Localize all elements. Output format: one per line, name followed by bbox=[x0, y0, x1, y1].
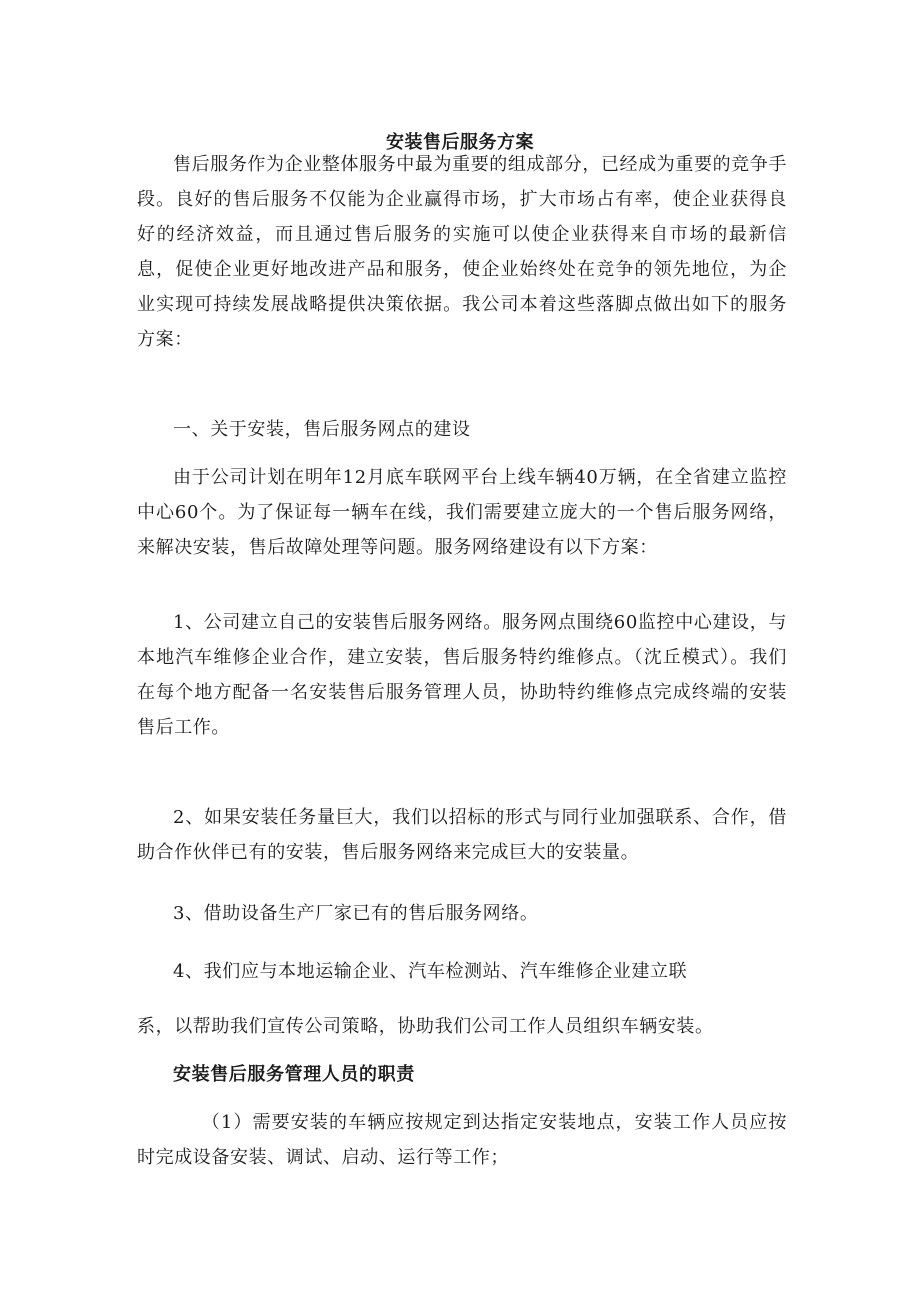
item-3-paragraph: 3、借助设备生产厂家已有的售后服务网络。 bbox=[173, 903, 539, 924]
section1-heading: 一、关于安装，售后服务网点的建设 bbox=[173, 419, 471, 440]
section1-intro-paragraph: 由于公司计划在明年12月底车联网平台上线车辆40万辆，在全省建立监控中心60个。为了保证每一辆车在线，我们需要建立庞大的一个售后服务网络，来解决安装，售后故障处理等问题。服务网络建设有以下方案： bbox=[137, 467, 787, 558]
item-2-paragraph: 2、如果安装任务量巨大，我们以招标的形式与同行业加强联系、合作，借助合作伙伴已有的安装，售后服务网络来完成巨大的安装量。 bbox=[137, 807, 787, 863]
item-1-paragraph: 1、公司建立自己的安装售后服务网络。服务网点围绕60监控中心建设，与本地汽车维修企业合作，建立安装，售后服务特约维修点。（沈丘模式）。我们在每个地方配备一名安装售后服务管理人员，协助特约维修点完成终端的安装售后工作。 bbox=[137, 612, 787, 738]
item-4-line-1: 4、我们应与本地运输企业、汽车检测站、汽车维修企业建立联 bbox=[173, 961, 688, 982]
item-4-line-2: 系，以帮助我们宣传公司策略，协助我们公司工作人员组织车辆安装。 bbox=[137, 1016, 714, 1037]
document-title: 安装售后服务方案 bbox=[386, 132, 534, 153]
intro-paragraph: 售后服务作为企业整体服务中最为重要的组成部分，已经成为重要的竞争手段。良好的售后服务不仅能为企业赢得市场，扩大市场占有率，使企业获得良好的经济效益，而且通过售后服务的实施可以使企业获得来自市场的最新信息，促使企业更好地改进产品和服务，使企业始终处在竞争的领先地位，为企业实现可持续发展战略提供决策依据。我公司本着这些落脚点做出如下的服务方案： bbox=[137, 154, 787, 350]
duty-1-paragraph: （1）需要安装的车辆应按规定到达指定安装地点，安装工作人员应按时完成设备安装、调试、启动、运行等工作； bbox=[137, 1112, 787, 1168]
section2-heading: 安装售后服务管理人员的职责 bbox=[173, 1064, 415, 1085]
